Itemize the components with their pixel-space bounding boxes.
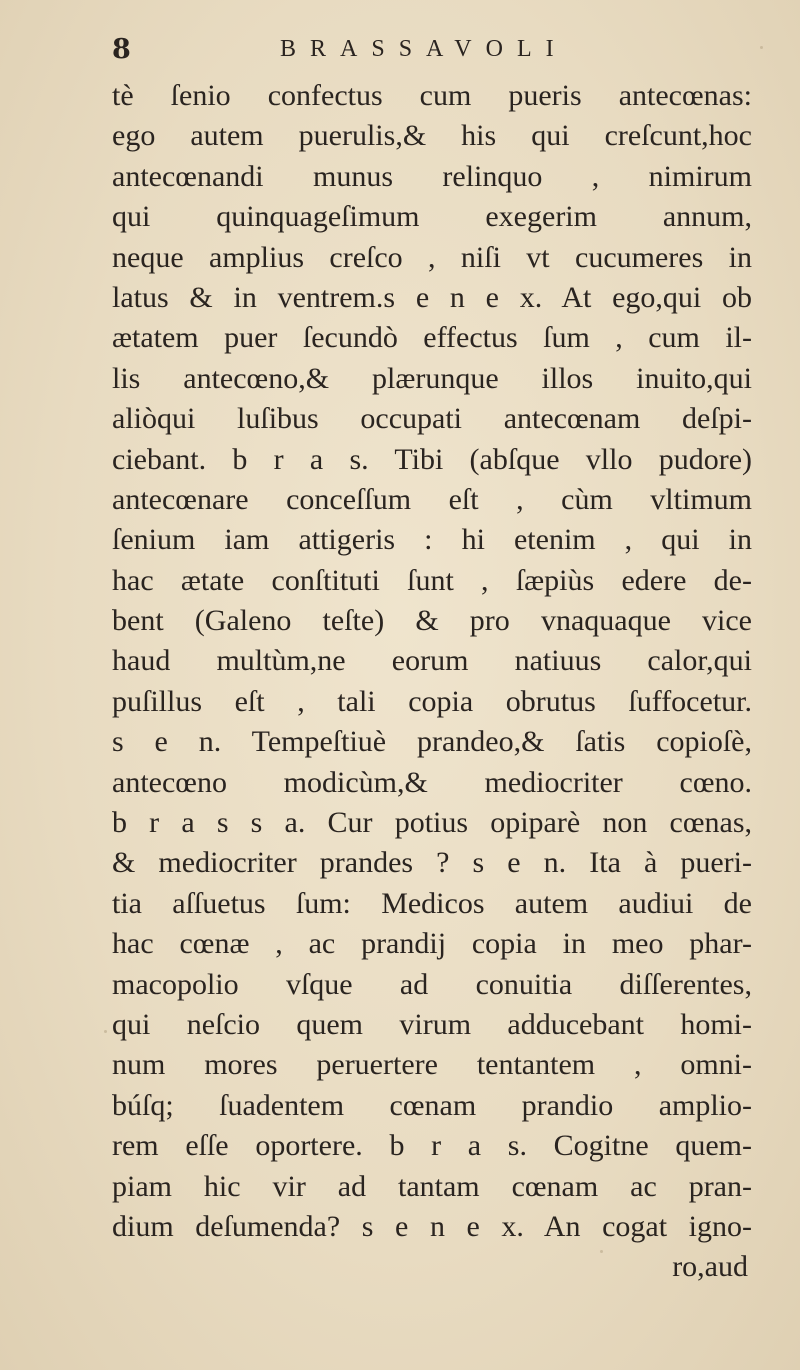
catchword: ro,aud	[672, 1250, 748, 1284]
text-line: ego autem puerulis,& his qui creſcunt,hoc	[112, 119, 752, 153]
paper-speck	[104, 1030, 107, 1033]
text-line: qui quinquageſimum exegerim annum,	[112, 200, 752, 234]
text-line: antecœnare conceſſum eſt , cùm vltimum	[112, 482, 752, 516]
text-line: s e n. Tempeſtiuè prandeo,& ſatis copioſè,	[112, 725, 752, 759]
text-line: qui neſcio quem virum adducebant homi-	[112, 1007, 752, 1041]
text-line: hac cœnæ , ac prandij copia in meo phar-	[112, 927, 752, 961]
text-line: dium deſumenda? s e n e x. An cogat igno-	[112, 1209, 752, 1243]
text-line: antecœno modicùm,& mediocriter cœno.	[112, 765, 752, 799]
paper-speck	[600, 1250, 603, 1253]
text-line: latus & in ventrem.s e n e x. At ego,qui ob	[112, 280, 752, 314]
text-line: bent (Galeno teſte) & pro vnaquaque vice	[112, 604, 752, 638]
text-line: ſenium iam attigeris : hi etenim , qui in	[112, 523, 752, 557]
text-line: aliòqui luſibus occupati antecœnam deſpi-	[112, 402, 752, 436]
page-number: 8	[112, 34, 131, 65]
text-line: puſillus eſt , tali copia obrutus ſuffocetur.	[112, 684, 752, 718]
paper-speck	[760, 46, 763, 49]
text-line: búſq; ſuadentem cœnam prandio amplio-	[112, 1088, 752, 1122]
text-line: ætatem puer ſecundò effectus ſum , cum il-	[112, 321, 752, 355]
text-line: tia aſſuetus ſum: Medicos autem audiui de	[112, 886, 752, 920]
text-line: macopolio vſque ad conuitia diſſerentes,	[112, 967, 752, 1001]
text-line: haud multùm,ne eorum natiuus calor,qui	[112, 644, 752, 678]
text-line: num mores peruertere tentantem , omni-	[112, 1048, 752, 1082]
text-line: hac ætate conſtituti ſunt , ſæpiùs edere de-	[112, 563, 752, 597]
page-header	[110, 34, 750, 68]
text-line: neque amplius creſco , niſi vt cucumeres in	[112, 240, 752, 274]
text-line: antecœnandi munus relinquo , nimirum	[112, 159, 752, 193]
text-line: b r a s s a. Cur potius opiparè non cœnas,	[112, 806, 752, 840]
text-line: rem eſſe oportere. b r a s. Cogitne quem-	[112, 1129, 752, 1163]
text-line: tè ſenio confectus cum pueris antecœnas:	[112, 79, 752, 112]
text-line: ciebant. b r a s. Tibi (abſque vllo pudore)	[112, 442, 752, 476]
running-head: BRASSAVOLI	[280, 36, 568, 62]
text-line: lis antecœno,& plærunque illos inuito,qui	[112, 361, 752, 395]
text-line: piam hic vir ad tantam cœnam ac pran-	[112, 1169, 752, 1203]
text-line: & mediocriter prandes ? s e n. Ita à pueri-	[112, 846, 752, 880]
body-text	[112, 76, 752, 1288]
